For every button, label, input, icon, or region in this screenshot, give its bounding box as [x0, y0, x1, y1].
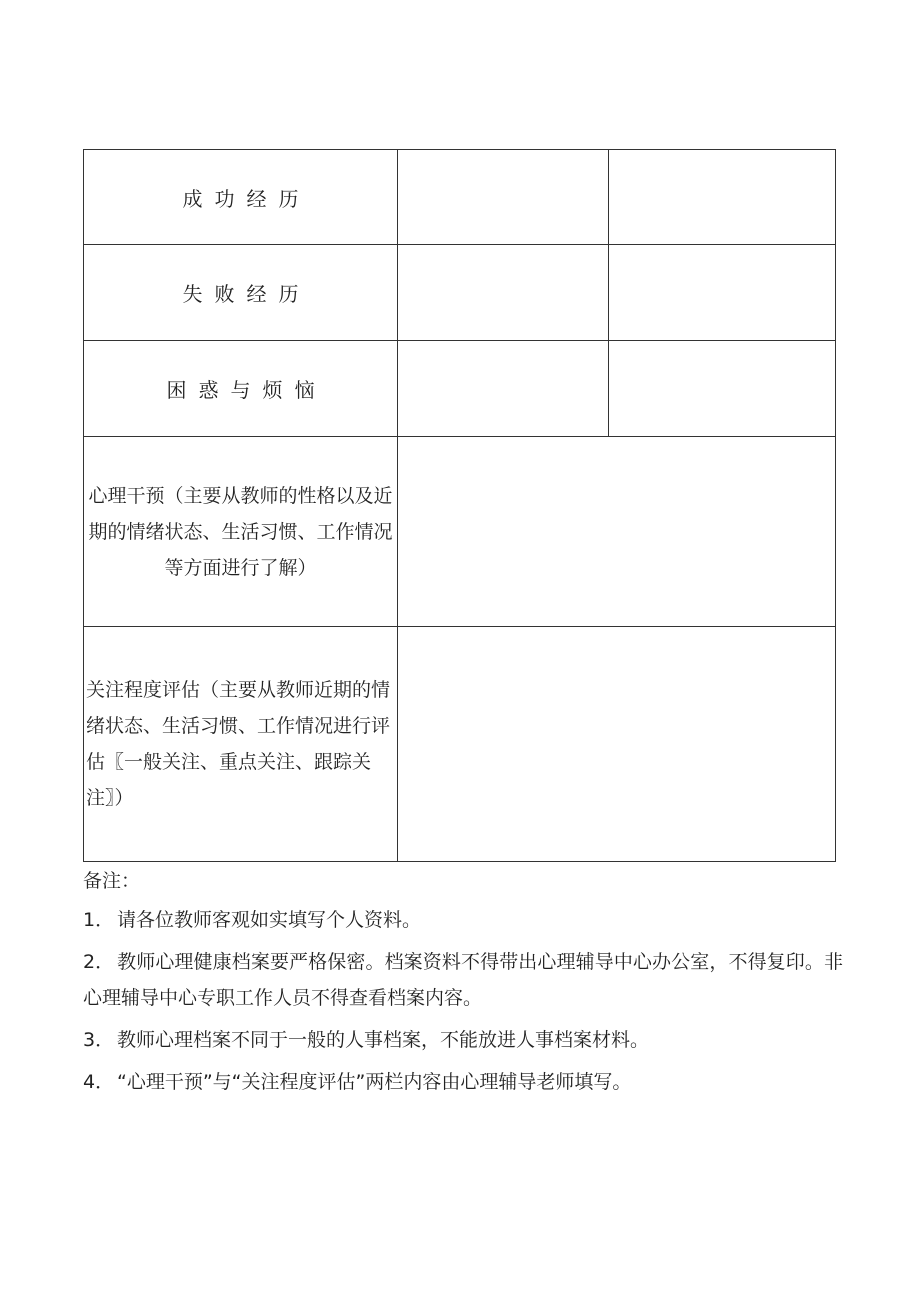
- note-text: “心理干预”与“关注程度评估”两栏内容由心理辅导老师填写。: [117, 1071, 632, 1093]
- table-row: [84, 150, 836, 245]
- note-number: 4．: [83, 1071, 115, 1093]
- success-experience-cell-1[interactable]: [398, 150, 609, 245]
- success-experience-label: 成功经历: [84, 150, 398, 245]
- failure-experience-cell-2[interactable]: [609, 245, 836, 341]
- attention-evaluation-label: 关注程度评估（主要从教师近期的情绪状态、生活习惯、工作情况进行评估〖一般关注、重点关注、跟踪关注〗）: [84, 627, 398, 862]
- note-number: 3．: [83, 1029, 115, 1051]
- failure-experience-cell-1[interactable]: [398, 245, 609, 341]
- note-text: 教师心理档案不同于一般的人事档案，不能放进人事档案材料。: [117, 1029, 650, 1051]
- note-item-4: [83, 1064, 843, 1100]
- table-row: [84, 627, 836, 862]
- table-row: [84, 437, 836, 627]
- table-row: [84, 245, 836, 341]
- attention-evaluation-cell[interactable]: [398, 627, 836, 862]
- psychological-intervention-label: 心理干预（主要从教师的性格以及近期的情绪状态、生活习惯、工作情况等方面进行了解）: [84, 437, 398, 627]
- note-text: 请各位教师客观如实填写个人资料。: [117, 909, 422, 931]
- note-item-2: [83, 944, 843, 1016]
- note-item-3: [83, 1022, 843, 1058]
- success-experience-cell-2[interactable]: [609, 150, 836, 245]
- table-row: [84, 341, 836, 437]
- teacher-record-table: [83, 149, 836, 862]
- confusion-worries-cell-1[interactable]: [398, 341, 609, 437]
- failure-experience-label: 失败经历: [84, 245, 398, 341]
- confusion-worries-cell-2[interactable]: [609, 341, 836, 437]
- notes-title: 备注：: [83, 870, 141, 892]
- confusion-worries-label: 困惑与烦恼: [84, 341, 398, 437]
- note-number: 1．: [83, 909, 115, 931]
- note-text: 教师心理健康档案要严格保密。档案资料不得带出心理辅导中心办公室，不得复印。非心理辅导中心专职工作人员不得查看档案内容。: [83, 951, 843, 1009]
- note-number: 2．: [83, 951, 115, 973]
- note-item-1: [83, 902, 843, 938]
- notes-section: [83, 866, 843, 1106]
- psychological-intervention-cell[interactable]: [398, 437, 836, 627]
